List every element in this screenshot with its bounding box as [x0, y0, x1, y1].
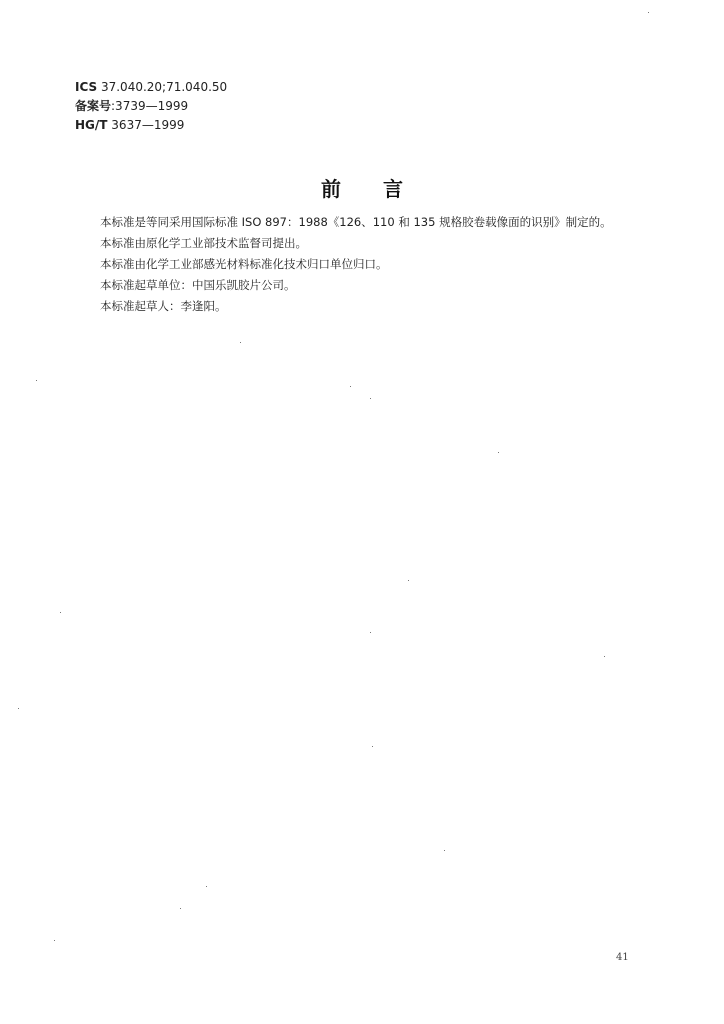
scan-speck	[180, 908, 181, 909]
page-number: 41	[616, 952, 629, 963]
scan-speck	[370, 398, 371, 399]
scan-speck	[206, 886, 207, 887]
scan-speck	[36, 380, 37, 381]
scan-speck	[444, 850, 445, 851]
scan-speck	[350, 386, 351, 387]
scan-speck	[18, 708, 19, 709]
paragraph: 本标准由原化学工业部技术监督司提出。	[100, 236, 307, 250]
ics-line	[75, 78, 227, 97]
ics-label: ICS	[75, 80, 98, 94]
scan-speck	[372, 746, 373, 747]
scan-speck	[370, 632, 371, 633]
record-value: :3739—1999	[111, 99, 189, 113]
paragraph: 本标准起草人：李逢阳。	[100, 299, 227, 313]
scan-speck	[648, 12, 649, 13]
scan-speck	[240, 342, 241, 343]
paragraph: 本标准是等同采用国际标准 ISO 897：1988《126、110 和 135 规格胶卷载像面的识别》制定的。	[100, 215, 612, 229]
standard-value: 3637—1999	[111, 118, 185, 132]
paragraph: 本标准由化学工业部感光材料标准化技术归口单位归口。	[100, 257, 388, 271]
foreword-body	[100, 212, 660, 317]
scan-speck	[54, 940, 55, 941]
record-label: 备案号	[75, 99, 112, 113]
standard-label: HG/T	[75, 118, 108, 132]
paragraph: 本标准起草单位：中国乐凯胶片公司。	[100, 278, 296, 292]
scan-speck	[604, 656, 605, 657]
page-title: 前言	[321, 177, 445, 201]
scan-speck	[60, 612, 61, 613]
scan-speck	[498, 452, 499, 453]
scan-speck	[408, 580, 409, 581]
standard-header	[75, 78, 227, 135]
standard-number-line	[75, 116, 227, 135]
record-line	[75, 97, 227, 116]
ics-value: 37.040.20;71.040.50	[100, 80, 228, 94]
